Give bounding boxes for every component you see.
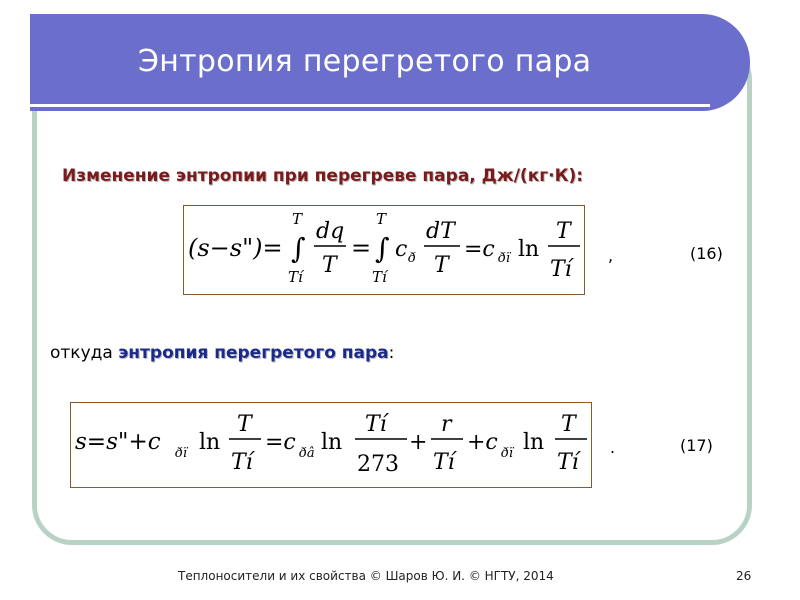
eq16-frac2-num: dT [426, 219, 455, 244]
slide-title: Энтропия перегретого пара [138, 44, 592, 79]
eq16-eq2: =c [464, 237, 495, 262]
title-underline [30, 104, 710, 107]
page-number: 26 [736, 569, 752, 583]
integral-sign-1: ∫ [291, 232, 306, 265]
eq16-ln: ln [518, 237, 540, 262]
formula-16 [183, 205, 585, 295]
eq17-frac4-num: T [561, 412, 576, 437]
eq17-c1-sub: ðï [175, 446, 187, 461]
eq17-punct: . [610, 438, 616, 457]
eq17-plus1: + [409, 430, 428, 455]
eq17-frac1-den: Tí [231, 450, 253, 475]
otkuda-prefix: откуда [50, 343, 119, 363]
eq16-eq1: = [351, 234, 372, 262]
eq17-frac4-den: Tí [557, 450, 579, 475]
eq16-c1-sub: ð [408, 251, 416, 266]
eq17-frac1-num: T [237, 412, 252, 437]
formula-17 [70, 402, 592, 488]
integral-sign-2: ∫ [375, 232, 390, 265]
eq16-int-upper-1: T [292, 210, 303, 228]
eq17-frac3-num: r [441, 412, 452, 437]
eq17-c3-sub: ðï [501, 446, 513, 461]
eq16-int-lower-2: Tí [372, 268, 387, 286]
eq17-ln3: ln [523, 430, 545, 455]
eq16-int-lower-1: Tí [288, 268, 303, 286]
eq17-frac2-den: 273 [357, 452, 399, 477]
otkuda-highlight: энтропия перегретого пара [118, 343, 389, 363]
otkuda-suffix: : [388, 343, 395, 363]
eq16-frac3-num: T [556, 219, 571, 244]
eq17-lhs: s=s"+c [75, 429, 161, 455]
eq17-number: (17) [680, 436, 713, 455]
eq16-frac2-den: T [434, 253, 449, 278]
eq17-ln1: ln [199, 430, 221, 455]
otkuda-line [50, 343, 394, 363]
eq16-number: (16) [690, 244, 723, 263]
eq16-c1: c [395, 237, 408, 262]
eq17-frac3-den: Tí [433, 450, 455, 475]
footer-text: Теплоносители и их свойства © Шаров Ю. И. © НГТУ, 2014 [178, 569, 554, 583]
eq16-lhs: (s−s")= [188, 234, 283, 262]
section-heading: Изменение энтропии при перегреве пара, Дж/(кг·К): [62, 166, 584, 186]
eq16-frac1-den: T [322, 253, 337, 278]
eq16-frac1-num: dq [316, 219, 345, 244]
eq16-int-upper-2: T [376, 210, 387, 228]
eq16-punct: , [608, 246, 614, 265]
eq17-plus2: +c [467, 430, 498, 455]
eq17-frac2-num: Tí [365, 412, 387, 437]
eq16-frac3-den: Tí [550, 257, 572, 282]
eq17-ln2: ln [321, 430, 343, 455]
eq17-mid: =c [265, 430, 296, 455]
eq16-c2-sub: ðï [498, 251, 510, 266]
eq17-c2-sub: ðâ [299, 446, 315, 461]
